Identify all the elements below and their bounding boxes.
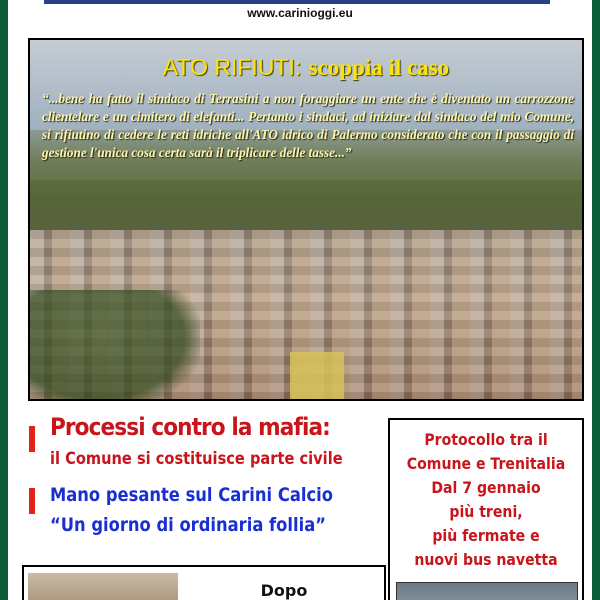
bottom-story-box[interactable] (22, 565, 386, 600)
headline-carini-calcio[interactable]: Mano pesante sul Carini Calcio (50, 484, 333, 506)
website-url[interactable]: www.carinioggi.eu (247, 6, 353, 20)
main-story-title-part1: ATO RIFIUTI: (162, 54, 302, 80)
bottom-story-title: Dopo (260, 581, 308, 600)
trenitalia-line: Comune e Trenitalia (406, 454, 566, 473)
newspaper-page (8, 0, 592, 600)
headline-carini-calcio-sub: “Un giorno di ordinaria follia” (50, 514, 326, 536)
main-story-photo (28, 38, 584, 401)
trenitalia-box-text (390, 428, 582, 572)
trenitalia-line: nuovi bus navetta (414, 550, 558, 569)
bottom-story-photo (28, 573, 178, 600)
headline-mafia-trials[interactable]: Processi contro la mafia: (50, 413, 330, 441)
trenitalia-box[interactable] (388, 418, 584, 600)
photo-tree (30, 290, 200, 401)
headline1-marker (29, 426, 35, 452)
headline-mafia-trials-sub: il Comune si costituisce parte civile (50, 449, 343, 469)
main-story-quote: “...bene ha fatto il sindaco di Terrasini a non foraggiare un ente che è diventato un carrozzone clientelare e un cimitero di elefanti... Pertanto i sindaci, ad iniziare dal sindaco del mio Comune, si rifiutino di cedere le reti idriche all'ATO idrico di Palermo considerato che con il passaggio di gestione l'unica cosa certa sarà il triplicare delle tasse...” (42, 91, 574, 160)
headline2-marker (29, 488, 35, 514)
photo-yellow-building (290, 352, 344, 401)
masthead-bar (44, 0, 550, 4)
main-story-title (30, 54, 582, 81)
trenitalia-line: più treni, (449, 502, 523, 521)
main-story-title-part2: scoppia il caso (308, 55, 450, 80)
trenitalia-box-photo (396, 582, 578, 600)
trenitalia-line: Protocollo tra il (424, 430, 548, 449)
trenitalia-line: Dal 7 gennaio (431, 478, 541, 497)
trenitalia-line: più fermate e (432, 526, 540, 545)
